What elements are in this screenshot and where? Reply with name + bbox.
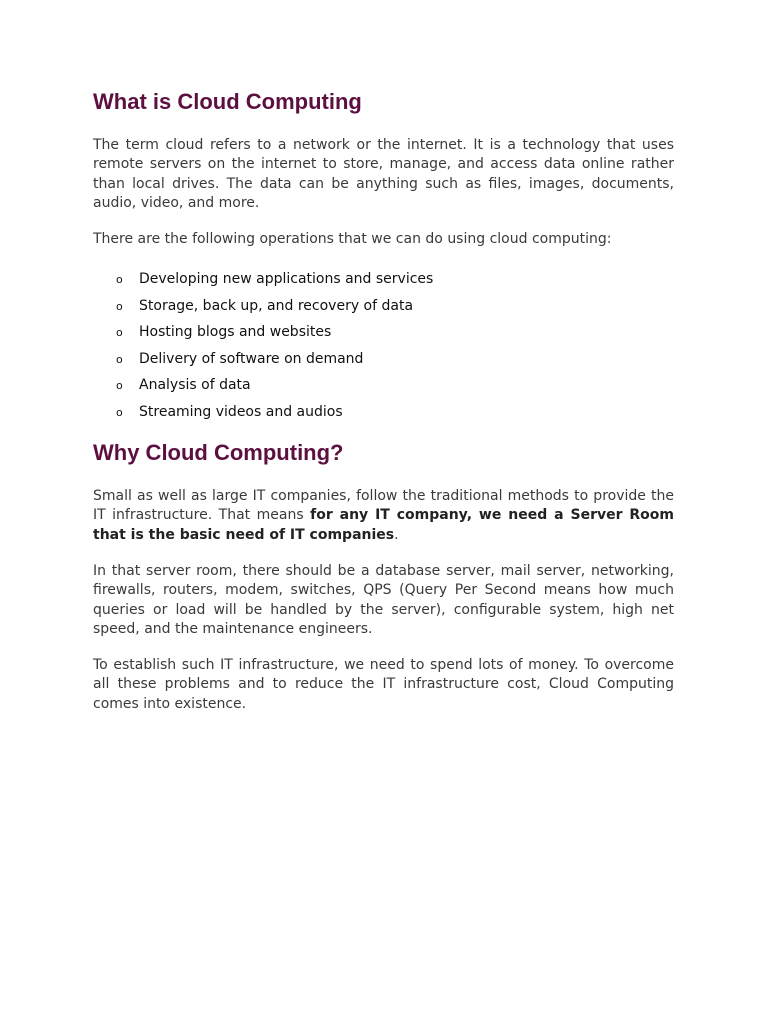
list-item-label: Delivery of software on demand: [139, 350, 364, 367]
list-item-label: Storage, back up, and recovery of data: [139, 297, 414, 314]
list-item: [93, 296, 653, 323]
list-item-label: Streaming videos and audios: [139, 403, 343, 420]
list-item-label: Developing new applications and services: [139, 271, 434, 287]
list-item: [93, 349, 653, 376]
paragraph-text-end: .: [394, 526, 399, 543]
traditional-methods-paragraph: [93, 487, 674, 545]
intro-paragraph: The term cloud refers to a network or the internet. It is a technology that uses remote servers on the internet to store, manage, and access data online rather than local drives. The data can be anything such as files, images, documents, audio, video, and more.: [93, 137, 674, 211]
cost-paragraph: To establish such IT infrastructure, we need to spend lots of money. To overcome all these problems and to reduce the IT infrastructure cost, Cloud Computing comes into existence.: [93, 657, 674, 712]
list-item: [93, 375, 653, 402]
bullet-icon: o: [116, 352, 123, 366]
bullet-icon: o: [116, 273, 123, 286]
bullet-icon: o: [116, 405, 123, 419]
list-item: [93, 269, 653, 296]
paragraph-text-start: Small as well as large IT companies, follow the traditional methods to provide the IT infrastructure. That means: [93, 488, 674, 524]
bullet-icon: o: [116, 299, 123, 313]
section-heading-what-is-cloud-computing: What is Cloud Computing: [93, 89, 362, 114]
bullet-icon: o: [116, 379, 123, 392]
list-item: [93, 402, 653, 429]
bold-emphasis-text: for any IT company, we need a Server Room that is the basic need of IT companies: [93, 507, 675, 543]
list-item-label: Analysis of data: [139, 377, 251, 393]
section-heading-why-cloud-computing: Why Cloud Computing?: [93, 440, 344, 465]
operations-lead-paragraph: There are the following operations that we can do using cloud computing:: [93, 231, 612, 247]
list-item: [93, 322, 653, 349]
server-room-paragraph: In that server room, there should be a database server, mail server, networking, firewalls, routers, modem, switches, QPS (Query Per Second means how much queries or load will be handled by the server), configurable system, high net speed, and the maintenance engineers.: [93, 563, 674, 637]
operations-list: [93, 269, 653, 428]
bullet-icon: o: [116, 326, 123, 339]
list-item-label: Hosting blogs and websites: [139, 324, 332, 340]
